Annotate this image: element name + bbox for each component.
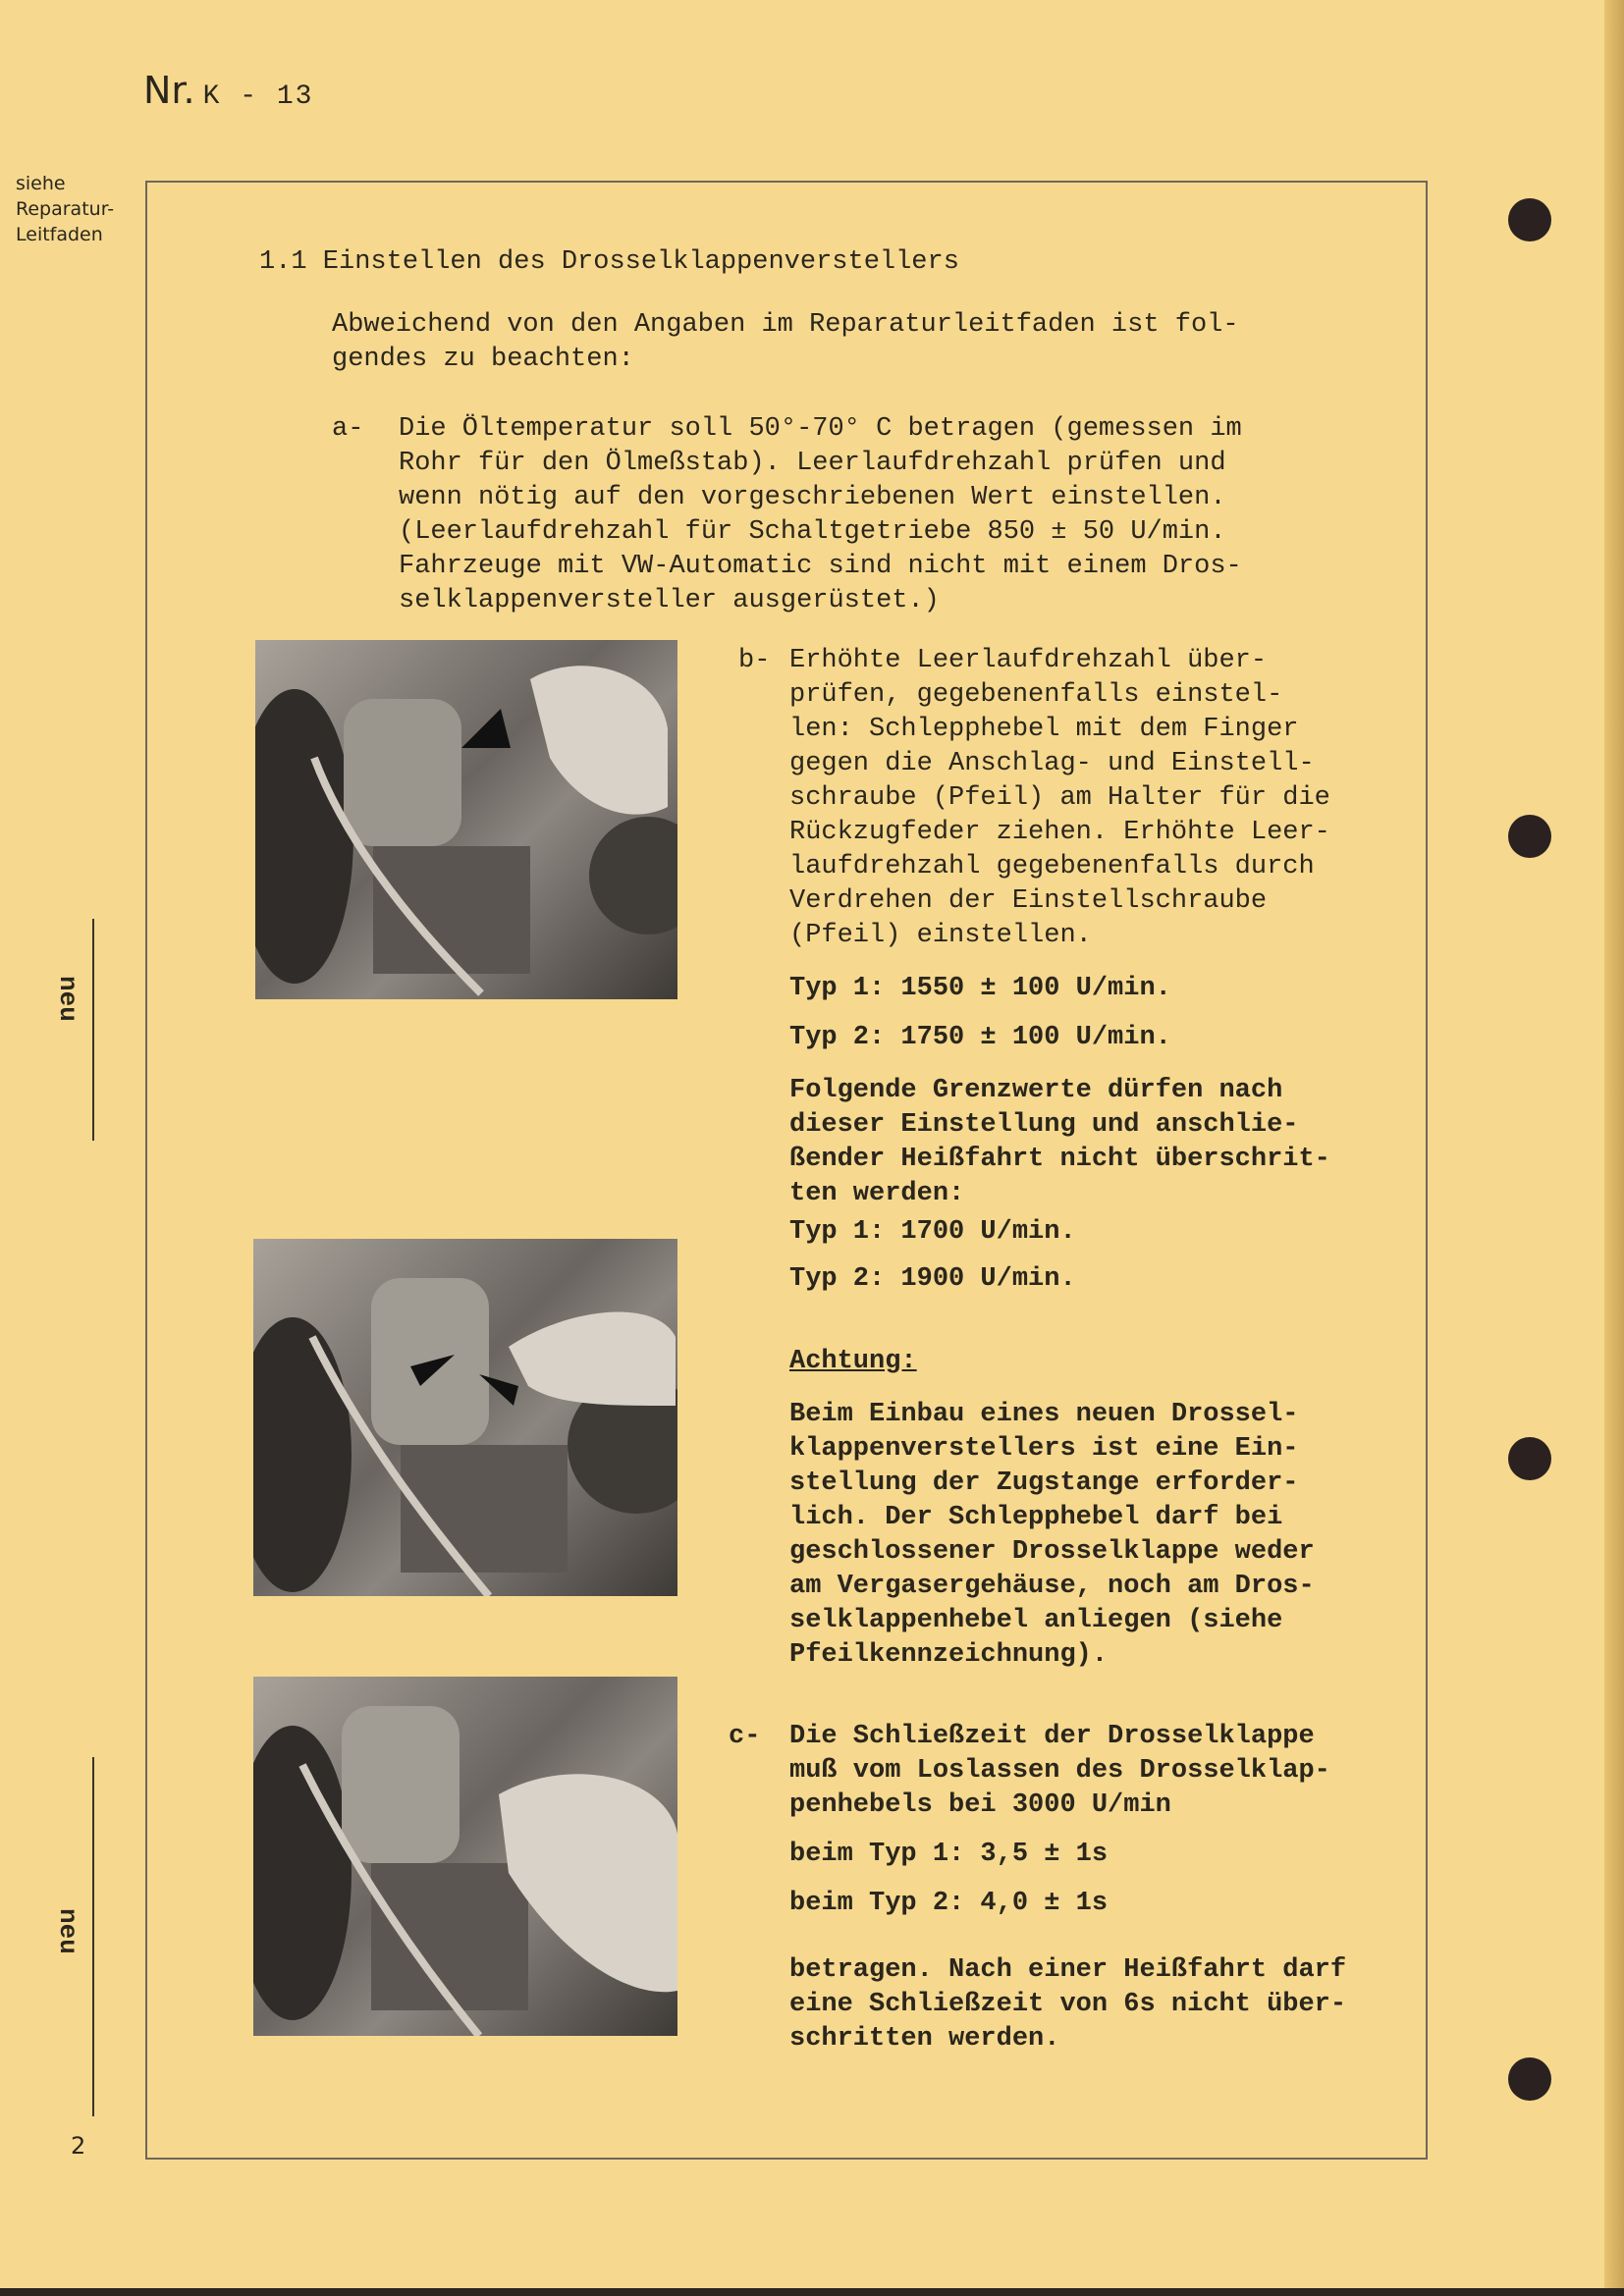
warning-line: selklappenhebel anliegen (siehe xyxy=(789,1606,1283,1635)
warning-line: klappenverstellers ist eine Ein- xyxy=(789,1434,1299,1464)
revision-bar-2 xyxy=(92,1757,94,2116)
step-c-closing-line: betragen. Nach einer Heißfahrt darf xyxy=(789,1955,1347,1985)
step-a-line: Fahrzeuge mit VW-Automatic sind nicht mit einem Dros- xyxy=(399,552,1242,581)
limit-typ-1: Typ 1: 1700 U/min. xyxy=(789,1217,1076,1247)
binder-hole xyxy=(1508,815,1551,858)
carburetor-photo-1 xyxy=(255,640,677,999)
margin-note xyxy=(16,171,114,247)
warning-title: Achtung: xyxy=(789,1347,917,1376)
margin-note-line: Reparatur- xyxy=(16,198,115,220)
limits-line: dieser Einstellung und anschlie- xyxy=(789,1110,1299,1140)
page-edge-shadow xyxy=(1604,0,1624,2296)
intro-line: gendes zu beachten: xyxy=(332,345,634,374)
document-number xyxy=(143,69,313,112)
nr-label: Nr. xyxy=(143,69,195,112)
section-heading: 1.1 Einstellen des Drosselklappenverstellers xyxy=(259,247,959,277)
page-bottom-edge xyxy=(0,2288,1624,2296)
step-b-marker: b- xyxy=(738,646,771,675)
spec-typ-2: Typ 2: 1750 ± 100 U/min. xyxy=(789,1023,1171,1052)
warning-line: Pfeilkennzeichnung). xyxy=(789,1640,1109,1670)
step-b-line: Erhöhte Leerlaufdrehzahl über- xyxy=(789,646,1268,675)
limits-line: ten werden: xyxy=(789,1179,965,1208)
page-number: 2 xyxy=(71,2132,86,2160)
step-c-line: muß vom Loslassen des Drosselklap- xyxy=(789,1756,1330,1786)
warning-line: lich. Der Schlepphebel darf bei xyxy=(789,1503,1283,1532)
step-b-line: len: Schlepphebel mit dem Finger xyxy=(789,715,1299,744)
margin-note-line: siehe xyxy=(16,173,66,194)
step-a-line: selklappenversteller ausgerüstet.) xyxy=(399,586,940,615)
binder-hole xyxy=(1508,198,1551,241)
limits-line: ßender Heißfahrt nicht überschrit- xyxy=(789,1145,1330,1174)
step-c-line: penhebels bei 3000 U/min xyxy=(789,1790,1171,1820)
spec-typ-1: Typ 1: 1550 ± 100 U/min. xyxy=(789,974,1171,1003)
limit-typ-2: Typ 2: 1900 U/min. xyxy=(789,1264,1076,1294)
carburetor-photo-2 xyxy=(253,1239,677,1596)
revision-bar-1 xyxy=(92,919,94,1141)
closing-spec-typ-2: beim Typ 2: 4,0 ± 1s xyxy=(789,1889,1109,1918)
carburetor-photo-3 xyxy=(253,1677,677,2036)
step-b-line: Verdrehen der Einstellschraube xyxy=(789,886,1268,916)
step-a-line: wenn nötig auf den vorgeschriebenen Wert einstellen. xyxy=(399,483,1226,512)
step-a-line: (Leerlaufdrehzahl für Schaltgetriebe 850 ± 50 U/min. xyxy=(399,517,1226,547)
step-b-line: schraube (Pfeil) am Halter für die xyxy=(789,783,1330,813)
binder-hole xyxy=(1508,1437,1551,1480)
warning-line: geschlossener Drosselklappe weder xyxy=(789,1537,1315,1567)
binder-hole xyxy=(1508,2057,1551,2101)
step-b-line: Rückzugfeder ziehen. Erhöhte Leer- xyxy=(789,818,1330,847)
step-c-closing-line: schritten werden. xyxy=(789,2024,1060,2054)
revision-label-1: neu xyxy=(53,972,82,1026)
step-c-closing-line: eine Schließzeit von 6s nicht über- xyxy=(789,1990,1347,2019)
warning-line: am Vergasergehäuse, noch am Dros- xyxy=(789,1572,1315,1601)
step-b-line: laufdrehzahl gegebenenfalls durch xyxy=(789,852,1315,881)
step-b-line: gegen die Anschlag- und Einstell- xyxy=(789,749,1315,778)
revision-label-2: neu xyxy=(53,1904,82,1958)
margin-note-line: Leitfaden xyxy=(16,224,103,245)
step-c-marker: c- xyxy=(729,1722,761,1751)
document-code: K - 13 xyxy=(202,81,314,112)
limits-line: Folgende Grenzwerte dürfen nach xyxy=(789,1076,1283,1105)
step-a-line: Rohr für den Ölmeßstab). Leerlaufdrehzahl prüfen und xyxy=(399,449,1226,478)
closing-spec-typ-1: beim Typ 1: 3,5 ± 1s xyxy=(789,1840,1109,1869)
step-a-marker: a- xyxy=(332,414,364,444)
warning-line: stellung der Zugstange erforder- xyxy=(789,1468,1299,1498)
step-b-line: prüfen, gegebenenfalls einstel- xyxy=(789,680,1283,710)
step-b-line: (Pfeil) einstellen. xyxy=(789,921,1092,950)
step-a-line: Die Öltemperatur soll 50°-70° C betragen (gemessen im xyxy=(399,414,1242,444)
step-c-line: Die Schließzeit der Drosselklappe xyxy=(789,1722,1315,1751)
intro-line: Abweichend von den Angaben im Reparaturleitfaden ist fol- xyxy=(332,310,1239,340)
warning-line: Beim Einbau eines neuen Drossel- xyxy=(789,1400,1299,1429)
